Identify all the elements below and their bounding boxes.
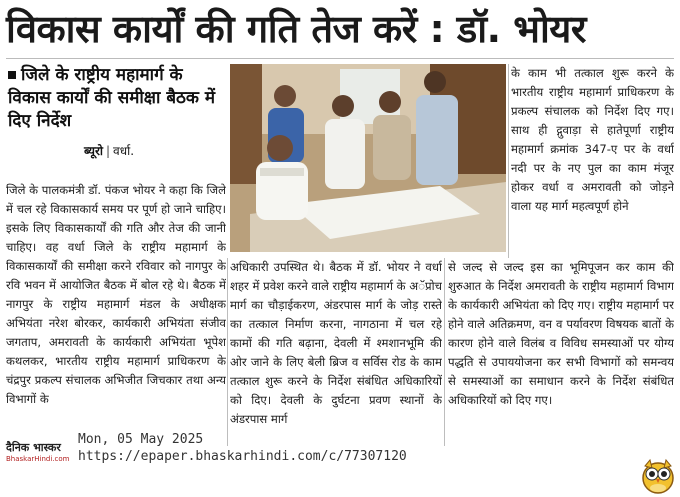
column-divider [227, 258, 228, 446]
byline-bureau: ब्यूरो [84, 144, 103, 158]
meeting-photo-illustration [230, 64, 506, 252]
owl-mascot-icon [641, 458, 675, 494]
headline-rule [6, 58, 674, 59]
column-divider [444, 258, 445, 446]
news-photo [230, 64, 506, 252]
headline: विकास कार्यों की गति तेज करें : डॉ. भोयर [6, 7, 586, 51]
article-column-1: जिले के पालकमंत्री डॉ. पंकज भोयर ने कहा कि जिले में चल रहे विकासकार्य समय पर पूर्ण हो जाने चाहिए। इसके लिए विकासकार्यों की गति और तेज की जानी चाहिए। वह वर्धा जिले के राष्ट्रीय महामार्ग के विकासकार्यों की समीक्षा करने रविवार को नागपुर के रवि भवन में आयोजित बैठक में बोल रहे थे। बैठक में नागपुर के राष्ट्रीय महामार्ग मंडल के अधीक्षक अभियंता नरेश बोरकर, कार्यकारी अभियंता संजीव जगताप, अमरावती के कार्यकारी अभियंता भूपेश कथलकर, भारतीय राष्ट्रीय महामार्ग प्राधिकरण के चंद्रपुर प्रकल्प संचालक अभिजीत जिचकार तथा अन्य विभागों के [6, 183, 226, 406]
byline [84, 142, 134, 159]
article-column-3: से जल्द से जल्द इस का भूमिपूजन कर काम की शुरुआत के निर्देश अमरावती के राष्ट्रीय महामार्ग विभाग के कार्यकारी अभियंता को दिए गए। राष्ट्रीय महामार्ग पर होने वाले अतिक्रमण, वन व पर्यावरण विषयक बातों के कारण होने वाले विलंब व विविध समस्याओं पर योग्य पद्धति से उपाययोजना कर सभी विभागों को समन्वय से समस्याओं का समाधान करने के निर्देश संबंधित अधिकारियों को दिए गए। [448, 260, 674, 407]
dainik-bhaskar-logo [6, 440, 70, 468]
footer-timestamp: Mon, 05 May 2025 [78, 432, 204, 447]
byline-city: वर्धा. [113, 144, 135, 158]
article-column-2: अधिकारी उपस्थित थे। बैठक में डॉ. भोयर ने वर्धा शहर में प्रवेश करने वाले राष्ट्रीय महामार्ग के अॅप्रोच मार्ग का चौड़ाईकरण, अंडरपास मार्ग के जोड़ रास्ते का तत्काल निर्माण करना, नागठाना में चल रहे कामों की गति बढ़ाना, देवली में श्मशानभूमि की ओर जाने के लिए बेली ब्रिज व सर्विस रोड के काम तत्काल शुरू करने के निर्देश संबंधित अधिकारियों को दिए। देवली के दुर्घटना प्रवण स्थानों के अंडरपास मार्ग [230, 260, 442, 426]
column-divider [508, 64, 509, 258]
bullet-icon [8, 71, 16, 79]
logo-text: दैनिक भास्कर [6, 441, 61, 454]
article-column-3-top: के काम भी तत्काल शुरू करने के भारतीय राष्ट्रीय महामार्ग प्राधिकरण के प्रकल्प संचालक को निर्देश दिए गए। साथ ही द्गुवाड़ा से हातेपूर्णा राष्ट्रीय महामार्ग क्रमांक 347-ए पर के वर्धा नदी पर के नए पुल का काम मंजूर होकर वर्धा व अमरावती को जोड़ने वाला यह मार्ग महत्वपूर्ण होने [511, 66, 674, 213]
byline-separator: | [106, 144, 111, 158]
subheadline-text: जिले के राष्ट्रीय महामार्ग के विकास कार्यों की समीक्षा बैठक में दिए निर्देश [8, 65, 216, 131]
footer-url[interactable]: https://epaper.bhaskarhindi.com/c/77307120 [78, 449, 407, 464]
subheadline [8, 64, 230, 133]
logo-subtext: BhaskarHindi.com [6, 455, 70, 463]
